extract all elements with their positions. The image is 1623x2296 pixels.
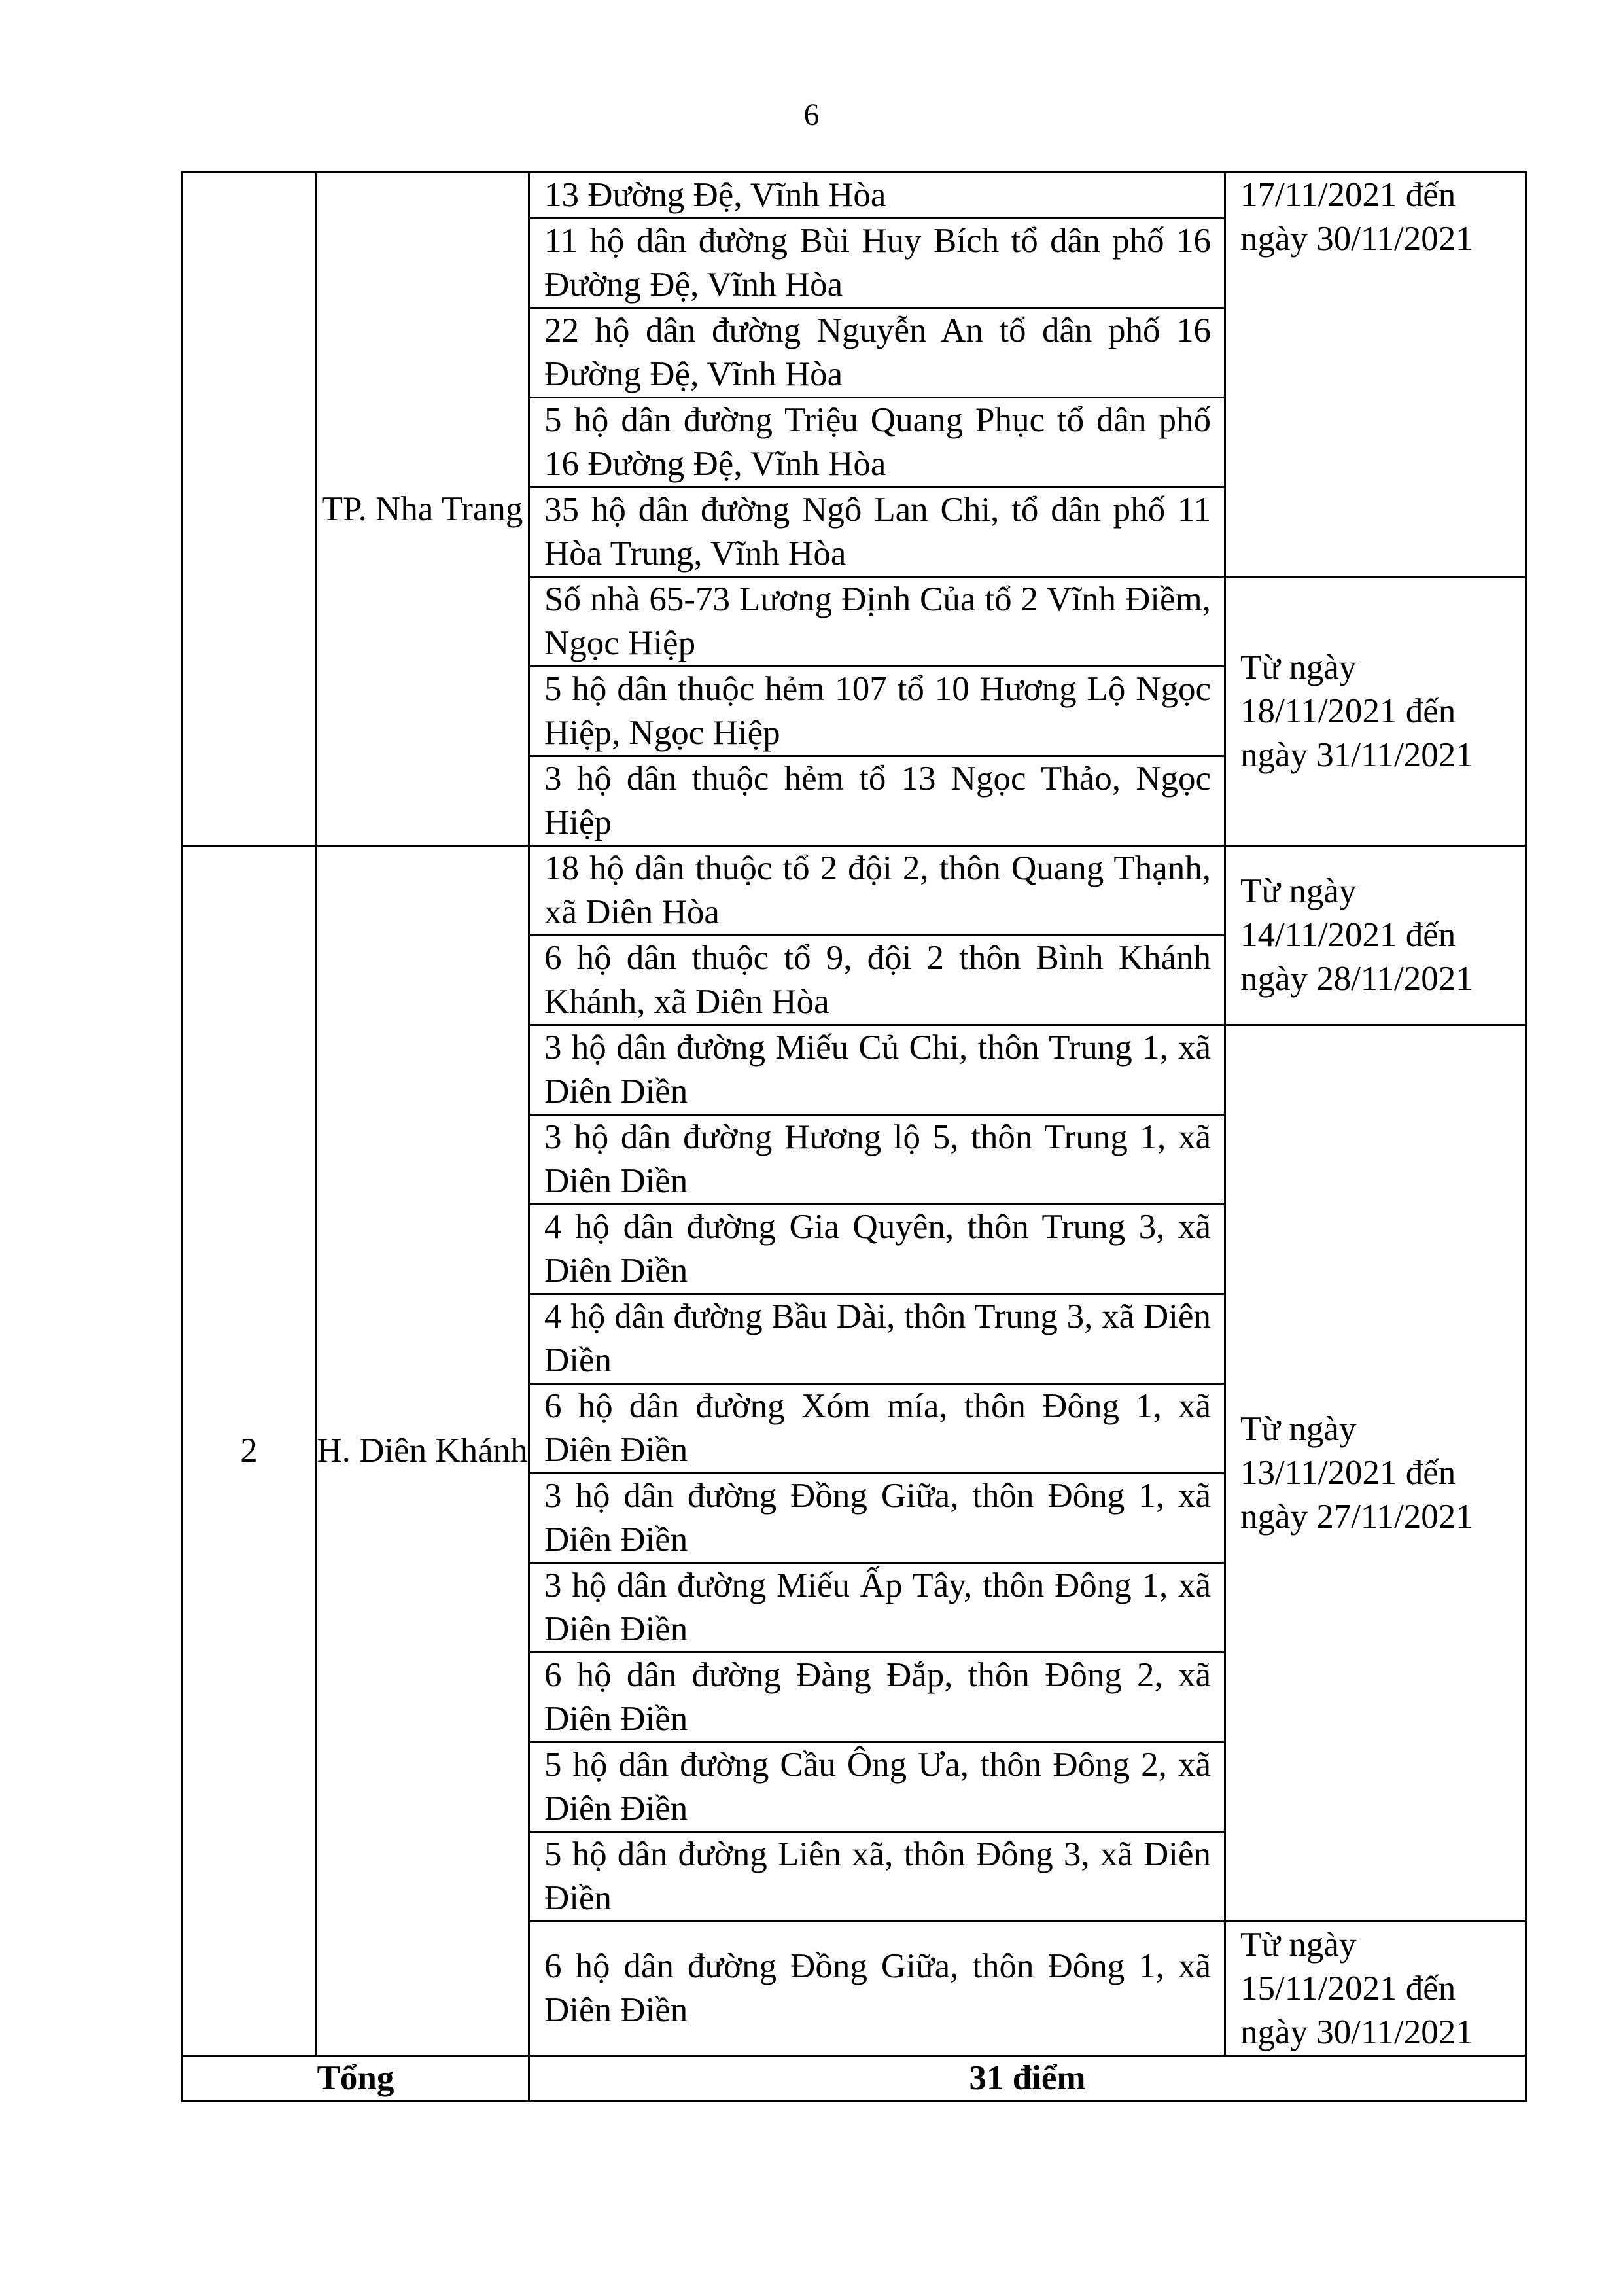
date-range-cell: Từ ngày 14/11/2021 đến ngày 28/11/2021 — [1225, 846, 1526, 1025]
location-cell: 3 hộ dân đường Miếu Ấp Tây, thôn Đông 1, xã Diên Điền — [529, 1563, 1225, 1653]
table-row — [183, 173, 1526, 219]
row-number-cell — [183, 173, 316, 846]
location-cell: 3 hộ dân đường Miếu Củ Chi, thôn Trung 1, xã Diên Diền — [529, 1025, 1225, 1115]
location-cell: 4 hộ dân đường Bầu Dài, thôn Trung 3, xã Diên Diền — [529, 1294, 1225, 1384]
total-row — [183, 2056, 1526, 2102]
location-cell: 5 hộ dân đường Triệu Quang Phục tổ dân phố 16 Đường Đệ, Vĩnh Hòa — [529, 398, 1225, 487]
table-row — [183, 846, 1526, 936]
location-cell: 3 hộ dân thuộc hẻm tổ 13 Ngọc Thảo, Ngọc Hiệp — [529, 756, 1225, 846]
location-cell: 4 hộ dân đường Gia Quyên, thôn Trung 3, xã Diên Diền — [529, 1205, 1225, 1294]
location-cell: 18 hộ dân thuộc tổ 2 đội 2, thôn Quang Thạnh, xã Diên Hòa — [529, 846, 1225, 936]
location-cell: 5 hộ dân đường Liên xã, thôn Đông 3, xã Diên Điền — [529, 1832, 1225, 1922]
location-cell: 6 hộ dân thuộc tổ 9, đội 2 thôn Bình Khánh Khánh, xã Diên Hòa — [529, 936, 1225, 1025]
location-cell: 5 hộ dân đường Cầu Ông Ưa, thôn Đông 2, xã Diên Điền — [529, 1742, 1225, 1832]
date-range-cell: Từ ngày 18/11/2021 đến ngày 31/11/2021 — [1225, 577, 1526, 846]
locations-table — [181, 171, 1527, 2102]
location-cell: 5 hộ dân thuộc hẻm 107 tổ 10 Hương Lộ Ngọc Hiệp, Ngọc Hiệp — [529, 667, 1225, 756]
date-range-cell: Từ ngày 15/11/2021 đến ngày 30/11/2021 — [1225, 1922, 1526, 2056]
total-label: Tổng — [183, 2056, 529, 2102]
page-number: 6 — [803, 97, 820, 132]
date-range-cell: Từ ngày 13/11/2021 đến ngày 27/11/2021 — [1225, 1025, 1526, 1922]
location-cell: 35 hộ dân đường Ngô Lan Chi, tổ dân phố 11 Hòa Trung, Vĩnh Hòa — [529, 487, 1225, 577]
district-cell: TP. Nha Trang — [316, 173, 529, 846]
location-cell: 6 hộ dân đường Đàng Đắp, thôn Đông 2, xã Diên Điền — [529, 1653, 1225, 1742]
location-cell: 22 hộ dân đường Nguyễn An tổ dân phố 16 Đường Đệ, Vĩnh Hòa — [529, 308, 1225, 398]
date-range-cell: 17/11/2021 đến ngày 30/11/2021 — [1225, 173, 1526, 577]
row-number-cell: 2 — [183, 846, 316, 2056]
location-cell: Số nhà 65-73 Lương Định Của tổ 2 Vĩnh Điềm, Ngọc Hiệp — [529, 577, 1225, 667]
location-cell: 6 hộ dân đường Đồng Giữa, thôn Đông 1, xã Diên Điền — [529, 1922, 1225, 2056]
total-value: 31 điểm — [529, 2056, 1526, 2102]
location-cell: 3 hộ dân đường Đồng Giữa, thôn Đông 1, xã Diên Điền — [529, 1474, 1225, 1563]
location-cell: 3 hộ dân đường Hương lộ 5, thôn Trung 1, xã Diên Diền — [529, 1115, 1225, 1205]
district-cell: H. Diên Khánh — [316, 846, 529, 2056]
location-cell: 6 hộ dân đường Xóm mía, thôn Đông 1, xã Diên Điền — [529, 1384, 1225, 1474]
location-cell: 11 hộ dân đường Bùi Huy Bích tổ dân phố 16 Đường Đệ, Vĩnh Hòa — [529, 219, 1225, 308]
location-cell: 13 Đường Đệ, Vĩnh Hòa — [529, 173, 1225, 219]
